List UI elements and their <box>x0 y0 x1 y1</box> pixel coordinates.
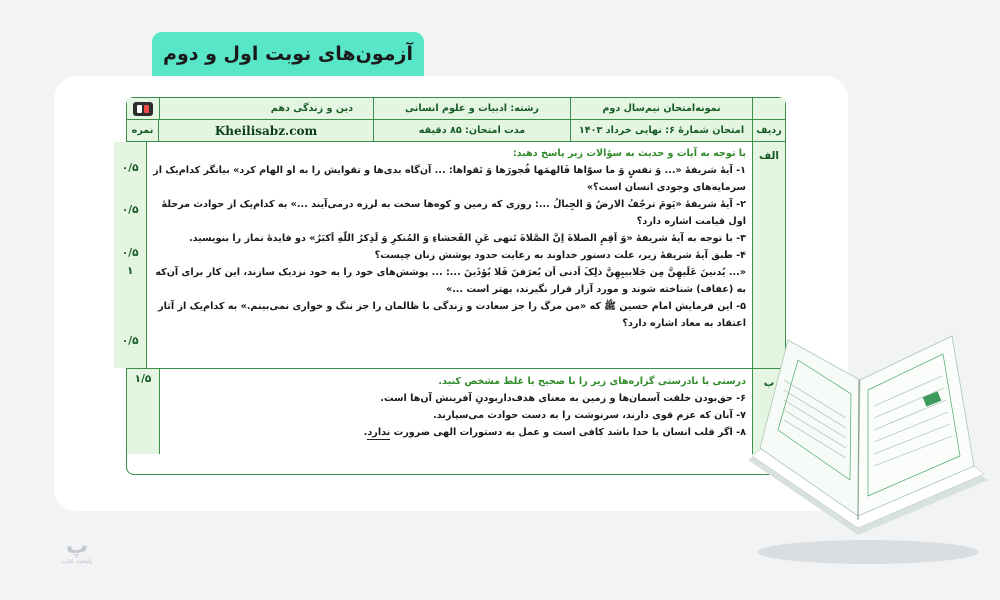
score-column <box>114 142 147 368</box>
section-radif: ب <box>752 369 785 454</box>
book-shadow <box>758 540 978 564</box>
watermark <box>56 536 98 565</box>
subject-text: دین و زندگی دهم <box>270 103 353 114</box>
exam-header-row-2 <box>127 120 785 142</box>
section-alef <box>121 142 785 369</box>
score-q3: ۰/۵ <box>121 247 139 259</box>
website-label: Kheilisabz.com <box>158 120 373 141</box>
score-label: نمره <box>131 125 154 136</box>
question-end: . <box>363 427 368 438</box>
question-line: ۳- با توجه به آیۀ شریفۀ «وَ اَقِمِ الصلاةَ اِنَّ الصَّلاةَ تَنهی عَنِ الفَحشاءِ وَ المُنکرِ وَ لَذِکرُ اللّهِ اَکبَرُ» دو فایدۀ نماز را بنویسید. <box>189 233 746 244</box>
exam-duration: مدت امتحان: ۸۵ دقیقه <box>373 120 570 141</box>
question-line: ۱- آیۀ شریفۀ «... وَ نفسٍ وَ ما سوّاها فَالهمَها فُجورَها وَ تَقواها: ... آن‌گاه بدی‌ها و تقوایش را به او الهام کرد» بیانگر کدام‌یک از <box>153 165 746 176</box>
score-q1: ۰/۵ <box>121 162 139 174</box>
question-line: سرمایه‌های وجودی انسان است؟» <box>586 182 746 193</box>
section-heading: با توجه به آیات و حدیث به سؤالات زیر پاسخ دهید: <box>512 148 746 159</box>
question-line: اول قیامت اشاره دارد؟ <box>636 216 746 227</box>
section-radif: الف <box>752 142 785 368</box>
score-q4: ۱ <box>126 265 134 277</box>
publisher-logo-icon <box>133 102 153 116</box>
section-be <box>127 369 785 454</box>
score-column <box>127 369 160 454</box>
question-line: اعتقاد به معاد اشاره دارد؟ <box>622 318 746 329</box>
question-line: ۶- حق‌بودن خلقت آسمان‌ها و زمین به معنای هدف‌داربودنِ آفرینش آن‌ها است. <box>380 393 746 404</box>
underlined-word: ندارد <box>367 427 391 438</box>
section-content <box>147 142 752 368</box>
open-book-image <box>738 320 998 570</box>
radif-label: ردیف <box>752 120 785 141</box>
logo-cell <box>127 98 159 119</box>
question-text: ۸- اگر قلب انسان با خدا باشد کافی است و عمل به دستورات الهی ضرورت <box>390 427 746 438</box>
question-line <box>166 424 746 441</box>
page-title: آزمون‌های نوبت اول و دوم <box>152 32 424 76</box>
question-line: ۵- این فرمایش امام حسین ﷺ که «من مرگ را جز سعادت و زندگی با ظالمان را جز ننگ و خواری نمی‌بینم.» به کدام‌یک از آثار <box>158 301 746 312</box>
question-line: «... یُدنینَ عَلَیهِنَّ مِن جَلابیبِهِنَّ ذلِکَ اَدنی اَن یُعرَفنَ فَلا یُؤذَینَ ...: ... پوشش‌های خود را به خود نزدیک سازند، این کار برای آن‌که <box>155 267 746 278</box>
question-line: ۷- آنان که عزم قوی دارند، سرنوشت را به دست حوادث می‌سپارند. <box>433 410 746 421</box>
header-corner <box>752 98 785 119</box>
score-q2: ۰/۵ <box>121 204 139 216</box>
question-line: ۲- آیۀ شریفۀ «یَومَ ترجُفُ الارضُ وَ الجِبالُ ...: روزی که زمین و کوه‌ها سخت به لرزه درمی‌آیند ...» به کدام‌یک از حوادث مرحلۀ <box>161 199 746 210</box>
score-q5: ۰/۵ <box>121 335 139 347</box>
question-line: به (عفاف) شناخته شوند و مورد آزار قرار نگیرند، بهتر است ...» <box>445 284 746 295</box>
question-line: ۴- طبق آیۀ شریفۀ زیر، علت دستور خداوند به رعایت حدود پوشش زنان چیست؟ <box>374 250 746 261</box>
exam-sheet <box>121 97 786 475</box>
score-section-be: ۱/۵ <box>134 373 152 385</box>
field-label: رشته: ادبیات و علوم انسانی <box>373 98 570 119</box>
sample-title: نمونه‌امتحان نیم‌سال دوم <box>570 98 752 119</box>
watermark-text: پایتخت کتاب <box>61 558 93 565</box>
exam-info: امتحان شمارهٔ ۶: نهایی خرداد ۱۴۰۳ <box>570 120 752 141</box>
watermark-logo-icon: پ <box>65 534 89 559</box>
section-heading: درستی یا نادرستی گزاره‌های زیر را با صحیح یا غلط مشخص کنید. <box>438 376 746 387</box>
subject-label <box>159 98 373 119</box>
section-content <box>160 369 752 454</box>
exam-header-row-1 <box>127 98 785 120</box>
